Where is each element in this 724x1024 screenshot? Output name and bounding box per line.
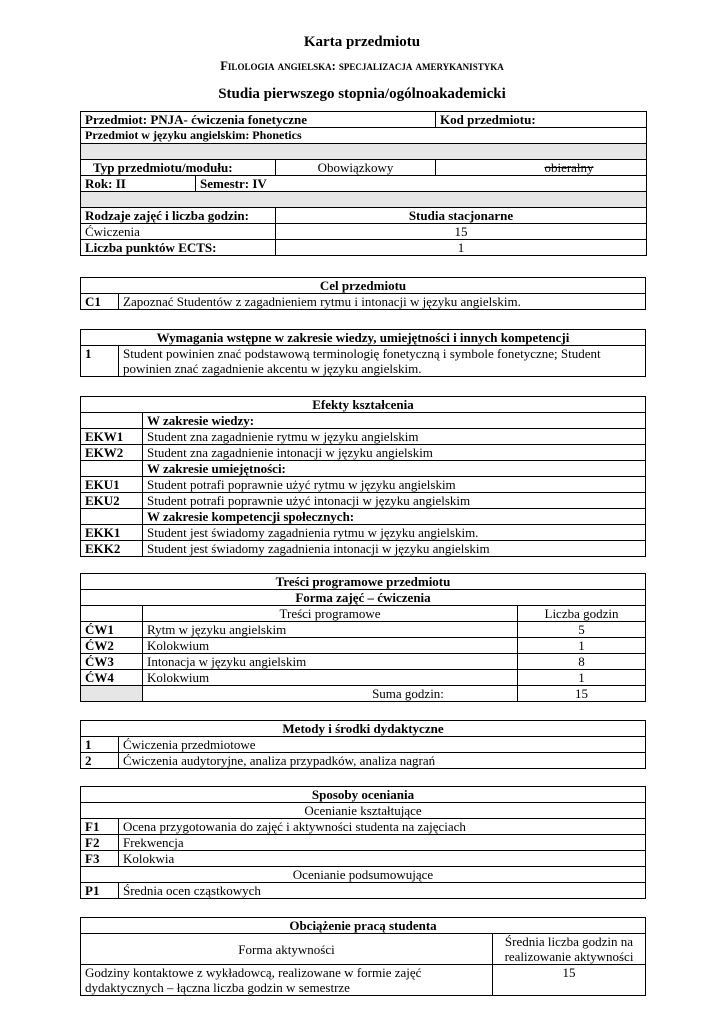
skills-heading: W zakresie umiejętności: bbox=[143, 461, 646, 477]
exercises-label: Ćwiczenia bbox=[81, 224, 276, 240]
method-code: 2 bbox=[81, 753, 119, 769]
empty-cell bbox=[81, 413, 143, 429]
effect-text: Student zna zagadnienie intonacji w języku angielskim bbox=[143, 445, 646, 461]
spacer-row bbox=[81, 192, 647, 208]
goal-table bbox=[80, 277, 646, 310]
assessment-text: Ocena przygotowania do zajęć i aktywności studenta na zajęciach bbox=[119, 819, 646, 835]
content-hours: 5 bbox=[518, 622, 646, 638]
hours-col-header: Liczba godzin bbox=[518, 606, 646, 622]
content-code: ĆW3 bbox=[81, 654, 143, 670]
effects-table bbox=[80, 396, 646, 557]
prereq-title: Wymagania wstępne w zakresie wiedzy, umiejętności i innych kompetencji bbox=[81, 330, 646, 346]
content-text: Rytm w języku angielskim bbox=[143, 622, 518, 638]
effect-code: EKK2 bbox=[81, 541, 143, 557]
content-hours: 1 bbox=[518, 670, 646, 686]
page-title: Karta przedmiotu bbox=[303, 34, 421, 50]
prereq-code: 1 bbox=[81, 346, 119, 377]
content-title: Treści programowe przedmiotu bbox=[81, 574, 646, 590]
spacer-cell bbox=[81, 686, 143, 702]
content-text: Intonacja w języku angielskim bbox=[143, 654, 518, 670]
subject-name: Przedmiot: PNJA- ćwiczenia fonetyczne bbox=[81, 112, 436, 128]
content-code: ĆW2 bbox=[81, 638, 143, 654]
method-text: Ćwiczenia audytoryjne, analiza przypadków, analiza nagrań bbox=[119, 753, 646, 769]
effects-title: Efekty kształcenia bbox=[81, 397, 646, 413]
formative-heading: Ocenianie kształtujące bbox=[81, 803, 646, 819]
subject-info-table bbox=[80, 111, 647, 256]
prereq-text: Student powinien znać podstawową terminologię fonetyczną i symbole fonetyczne; Student powinien znać zagadnienie akcentu w języku angielskim. bbox=[119, 346, 646, 377]
method-code: 1 bbox=[81, 737, 119, 753]
knowledge-heading: W zakresie wiedzy: bbox=[143, 413, 646, 429]
subject-code-label: Kod przedmiotu: bbox=[436, 112, 647, 128]
assessment-table bbox=[80, 786, 646, 899]
goal-text: Zapoznać Studentów z zagadnieniem rytmu i intonacji w języku angielskim. bbox=[119, 294, 646, 310]
effect-text: Student zna zagadnienie rytmu w języku angielskim bbox=[143, 429, 646, 445]
content-code: ĆW4 bbox=[81, 670, 143, 686]
subject-name-en: Przedmiot w języku angielskim: Phonetics bbox=[81, 128, 647, 144]
content-text: Kolokwium bbox=[143, 670, 518, 686]
assessment-code: F2 bbox=[81, 835, 119, 851]
content-col-header: Treści programowe bbox=[143, 606, 518, 622]
workload-text: Godziny kontaktowe z wykładowcą, realizowane w formie zajęć dydaktycznych – łączna liczba godzin w semestrze bbox=[81, 965, 493, 996]
content-hours: 1 bbox=[518, 638, 646, 654]
workload-table bbox=[80, 917, 646, 996]
effect-code: EKU2 bbox=[81, 493, 143, 509]
content-text: Kolokwium bbox=[143, 638, 518, 654]
effect-text: Student potrafi poprawnie użyć rytmu w języku angielskim bbox=[143, 477, 646, 493]
assessment-text: Kolokwia bbox=[119, 851, 646, 867]
activity-col-header: Forma aktywności bbox=[81, 934, 493, 965]
effect-code: EKW2 bbox=[81, 445, 143, 461]
empty-cell bbox=[81, 461, 143, 477]
faculty-heading: Filologia angielska: specjalizacja amerykanistyka bbox=[220, 59, 504, 73]
ects-label: Liczba punktów ECTS: bbox=[81, 240, 276, 256]
study-heading: Studia pierwszego stopnia/ogólnoakademicki bbox=[218, 86, 506, 102]
effect-code: EKU1 bbox=[81, 477, 143, 493]
workload-title: Obciążenie pracą studenta bbox=[81, 918, 646, 934]
goal-code: C1 bbox=[81, 294, 119, 310]
goal-title: Cel przedmiotu bbox=[81, 278, 646, 294]
prereq-table bbox=[80, 329, 646, 377]
methods-table bbox=[80, 720, 646, 769]
effect-code: EKK1 bbox=[81, 525, 143, 541]
type-label: Typ przedmiotu/modułu: bbox=[81, 160, 276, 176]
effect-text: Student jest świadomy zagadnienia intonacji w języku angielskim bbox=[143, 541, 646, 557]
assessment-code: P1 bbox=[81, 883, 119, 899]
semester: Semestr: IV bbox=[196, 176, 647, 192]
social-heading: W zakresie kompetencji społecznych: bbox=[143, 509, 646, 525]
type-mandatory: Obowiązkowy bbox=[276, 160, 436, 176]
effect-text: Student jest świadomy zagadnienia rytmu w języku angielskim. bbox=[143, 525, 646, 541]
content-table bbox=[80, 573, 646, 702]
assessment-text: Frekwencja bbox=[119, 835, 646, 851]
assessment-title: Sposoby oceniania bbox=[81, 787, 646, 803]
summative-heading: Ocenianie podsumowujące bbox=[81, 867, 646, 883]
content-form: Forma zajęć – ćwiczenia bbox=[81, 590, 646, 606]
type-optional: obieralny bbox=[436, 160, 647, 176]
assessment-code: F1 bbox=[81, 819, 119, 835]
avg-hours-col-header: Średnia liczba godzin na realizowanie aktywności bbox=[493, 934, 646, 965]
methods-title: Metody i środki dydaktyczne bbox=[81, 721, 646, 737]
content-hours: 8 bbox=[518, 654, 646, 670]
study-mode: Studia stacjonarne bbox=[276, 208, 647, 224]
classes-label: Rodzaje zajęć i liczba godzin: bbox=[81, 208, 276, 224]
effect-text: Student potrafi poprawnie użyć intonacji w języku angielskim bbox=[143, 493, 646, 509]
method-text: Ćwiczenia przedmiotowe bbox=[119, 737, 646, 753]
empty-cell bbox=[81, 509, 143, 525]
effect-code: EKW1 bbox=[81, 429, 143, 445]
year: Rok: II bbox=[81, 176, 196, 192]
workload-hours: 15 bbox=[493, 965, 646, 996]
empty-cell bbox=[81, 606, 143, 622]
content-code: ĆW1 bbox=[81, 622, 143, 638]
assessment-code: F3 bbox=[81, 851, 119, 867]
ects-value: 1 bbox=[276, 240, 647, 256]
exercises-hours: 15 bbox=[276, 224, 647, 240]
sum-label: Suma godzin: bbox=[143, 686, 518, 702]
spacer-row bbox=[81, 144, 647, 160]
assessment-text: Średnia ocen cząstkowych bbox=[119, 883, 646, 899]
sum-value: 15 bbox=[518, 686, 646, 702]
